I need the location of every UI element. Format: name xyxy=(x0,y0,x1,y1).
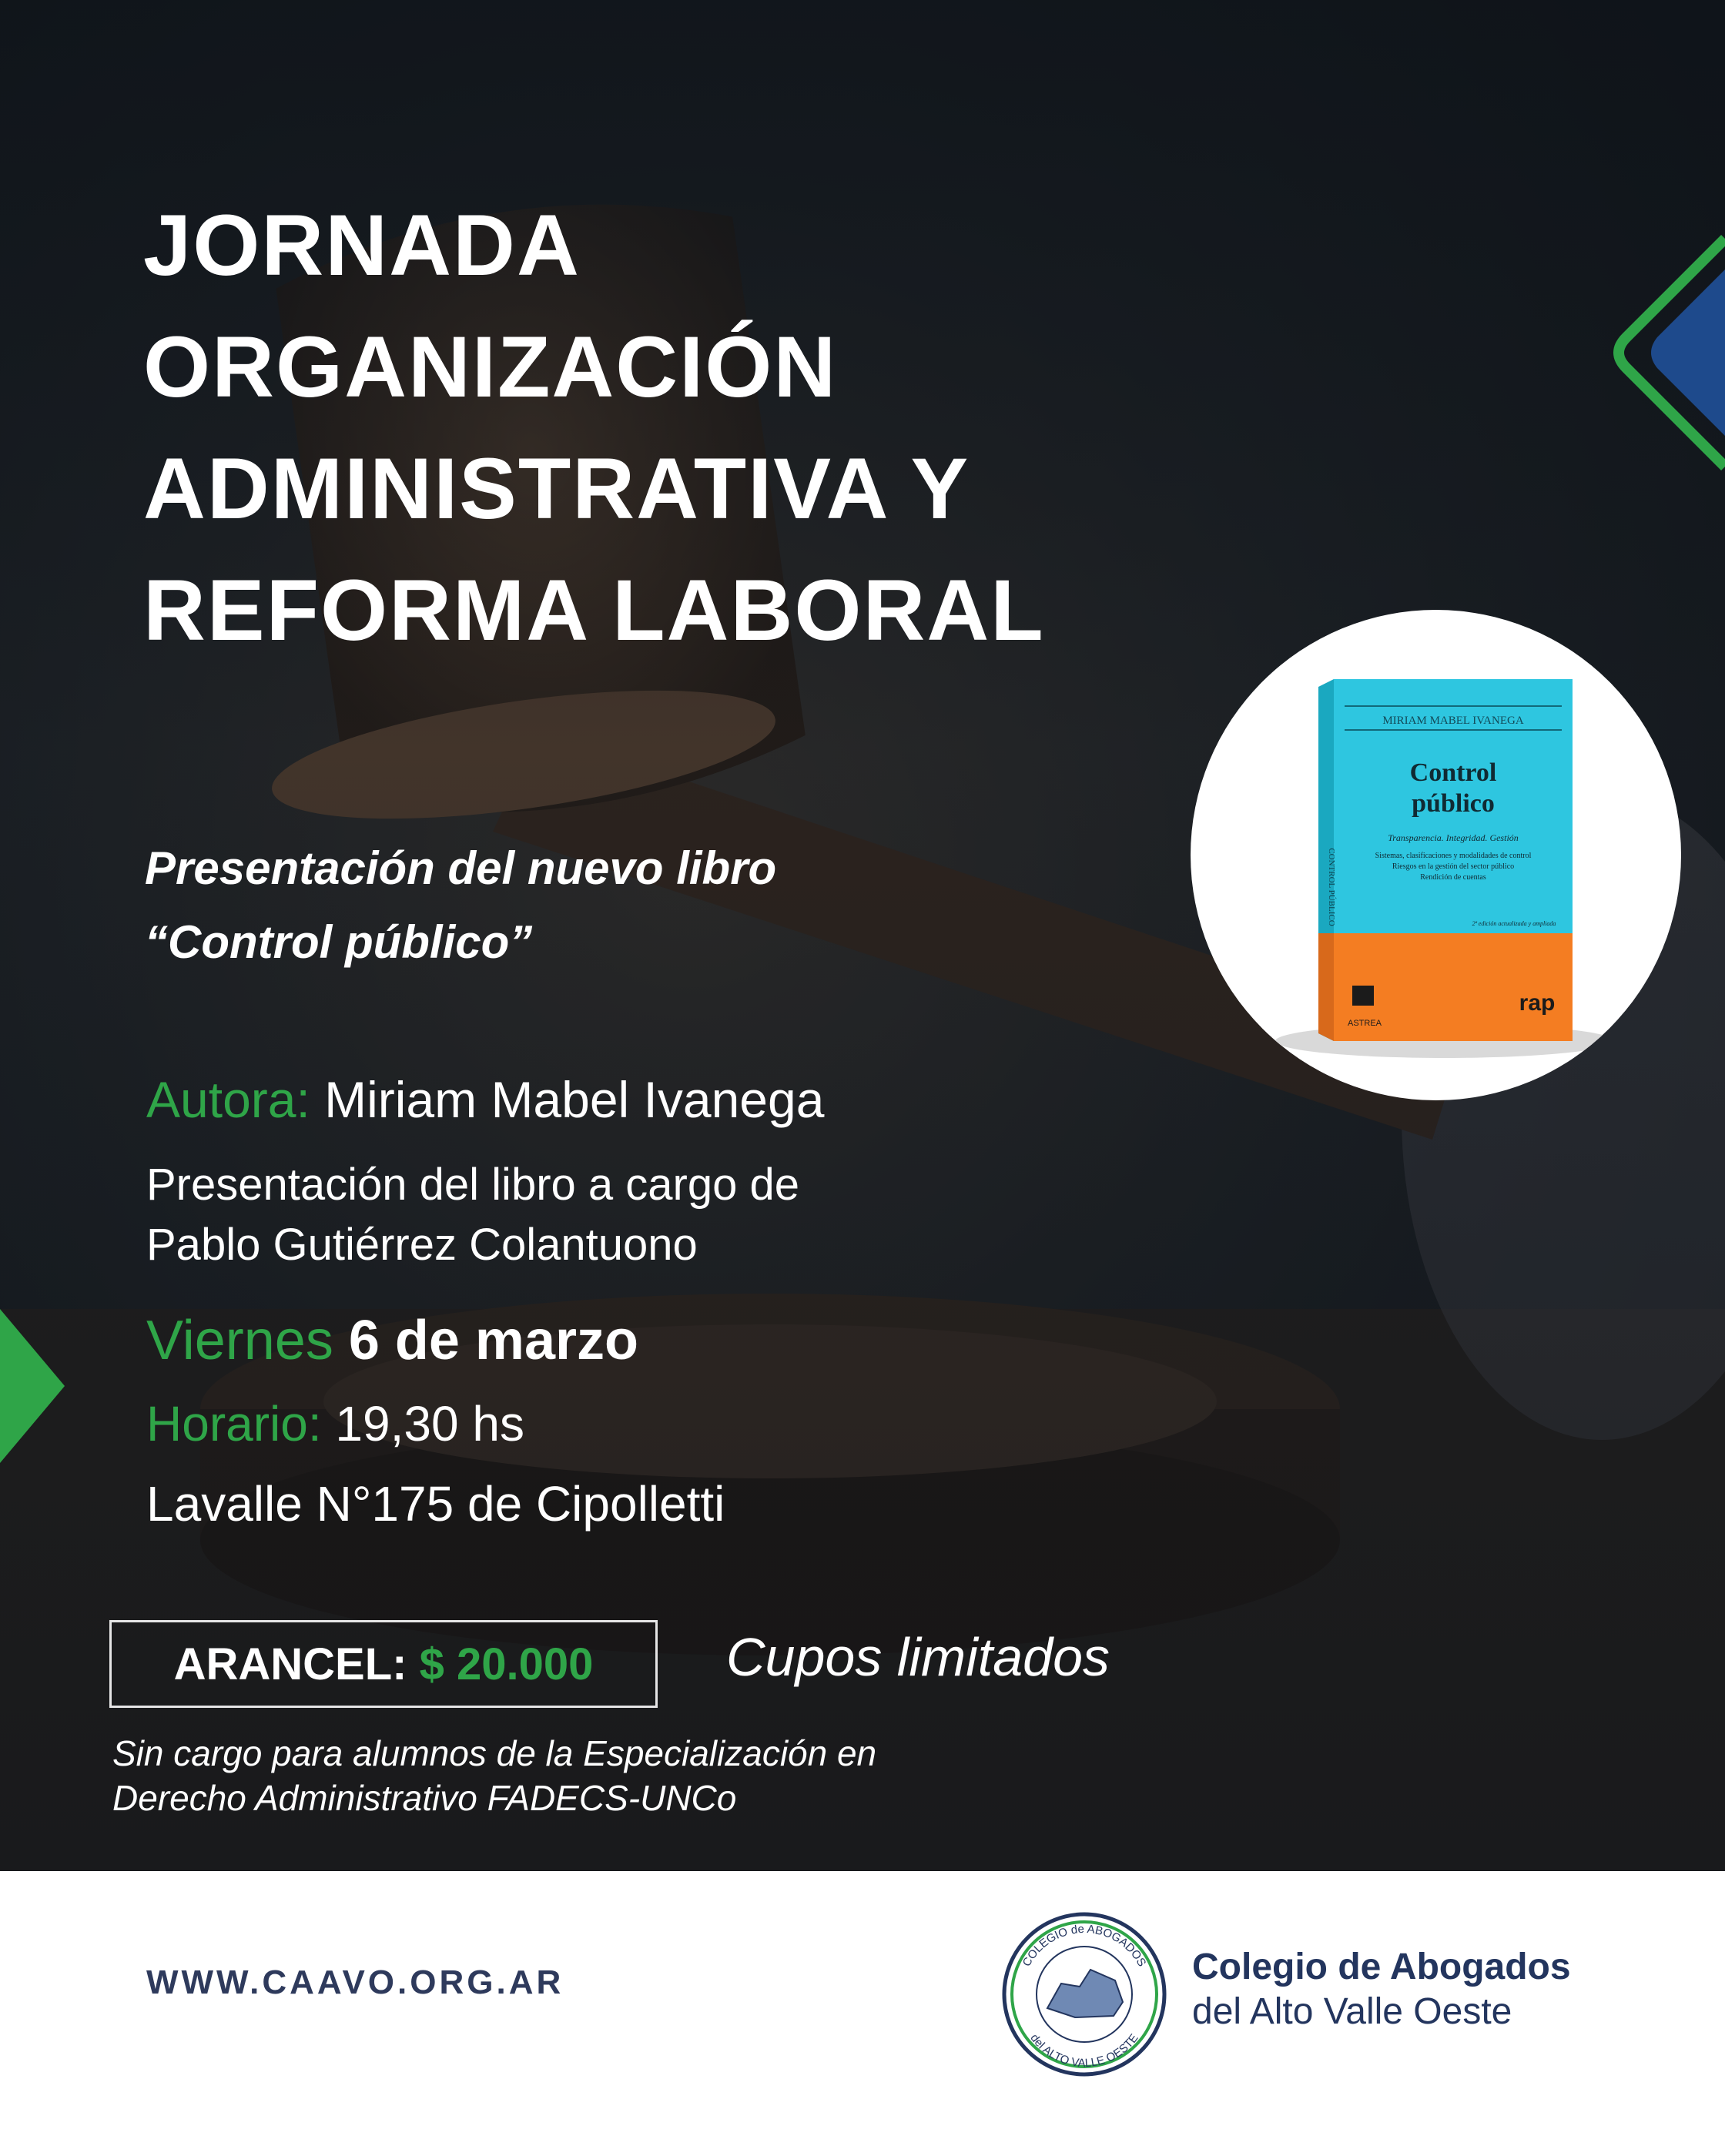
time-value: 19,30 hs xyxy=(335,1396,524,1451)
author-label: Autora: xyxy=(146,1071,310,1128)
book-topic-3: Rendición de cuentas xyxy=(1420,873,1486,882)
publisher-left: ASTREA xyxy=(1347,1019,1382,1028)
organization-name xyxy=(1192,1945,1571,2034)
logo-text-bottom: del ALTO VALLE OESTE xyxy=(1027,2031,1141,2071)
fee-label: ARANCEL: xyxy=(173,1639,407,1689)
date-line xyxy=(146,1309,638,1372)
time-line xyxy=(146,1395,524,1452)
date-label: Viernes xyxy=(146,1310,333,1371)
book-cover xyxy=(1191,610,1681,1100)
presenter-line-1: Presentación del libro a cargo de xyxy=(146,1160,799,1210)
book-tagline: Transparencia. Integridad. Gestión xyxy=(1388,832,1519,843)
book-cover-badge xyxy=(1191,610,1681,1100)
book-topic-1: Sistemas, clasificaciones y modalidades de control xyxy=(1375,852,1532,860)
presenter-block xyxy=(146,1155,799,1275)
org-name-line-1: Colegio de Abogados xyxy=(1192,1947,1571,1987)
title-line-3: ADMINISTRATIVA Y xyxy=(143,440,970,537)
limited-spots: Cupos limitados xyxy=(726,1627,1110,1687)
logo-text-top: COLEGIO de ABOGADOS xyxy=(1020,1922,1149,1969)
astrea-logo-icon xyxy=(1352,986,1374,1006)
location: Lavalle N°175 de Cipolletti xyxy=(146,1476,725,1532)
author-name: Miriam Mabel Ivanega xyxy=(324,1071,825,1128)
subtitle-line-2: “Control público” xyxy=(145,916,533,968)
left-triangle-decoration xyxy=(0,1309,69,1463)
presenter-line-2: Pablo Gutiérrez Colantuono xyxy=(146,1220,698,1270)
publisher-right: rap xyxy=(1519,990,1556,1016)
title-line-1: JORNADA xyxy=(143,197,581,293)
title-line-4: REFORMA LABORAL xyxy=(143,562,1045,658)
caavo-logo-icon xyxy=(1000,1910,1169,2079)
book-title-line-1: Control xyxy=(1409,758,1497,787)
corner-chevron-decoration xyxy=(1571,223,1725,500)
date-value: 6 de marzo xyxy=(348,1310,638,1371)
time-label: Horario: xyxy=(146,1396,322,1451)
org-name-line-2: del Alto Valle Oeste xyxy=(1192,1991,1512,2032)
book-spine-text: CONTROL PÚBLICO xyxy=(1327,848,1336,926)
note-line-2: Derecho Administrativo FADECS-UNCo xyxy=(112,1778,737,1818)
website-link[interactable]: WWW.CAAVO.ORG.AR xyxy=(146,1964,564,2001)
note-line-1: Sin cargo para alumnos de la Especialización en xyxy=(112,1733,877,1773)
author-line xyxy=(146,1070,824,1129)
book-title-line-2: público xyxy=(1412,789,1495,818)
book-edition: 2ª edición actualizada y ampliada xyxy=(1472,920,1556,927)
fee-box xyxy=(109,1620,658,1708)
title-line-2: ORGANIZACIÓN xyxy=(143,319,838,415)
subtitle-line-1: Presentación del nuevo libro xyxy=(145,842,777,894)
fee-value: $ 20.000 xyxy=(419,1639,594,1689)
book-topic-2: Riesgos en la gestión del sector público xyxy=(1392,862,1515,871)
book-author-text: MIRIAM MABEL IVANEGA xyxy=(1382,715,1524,727)
